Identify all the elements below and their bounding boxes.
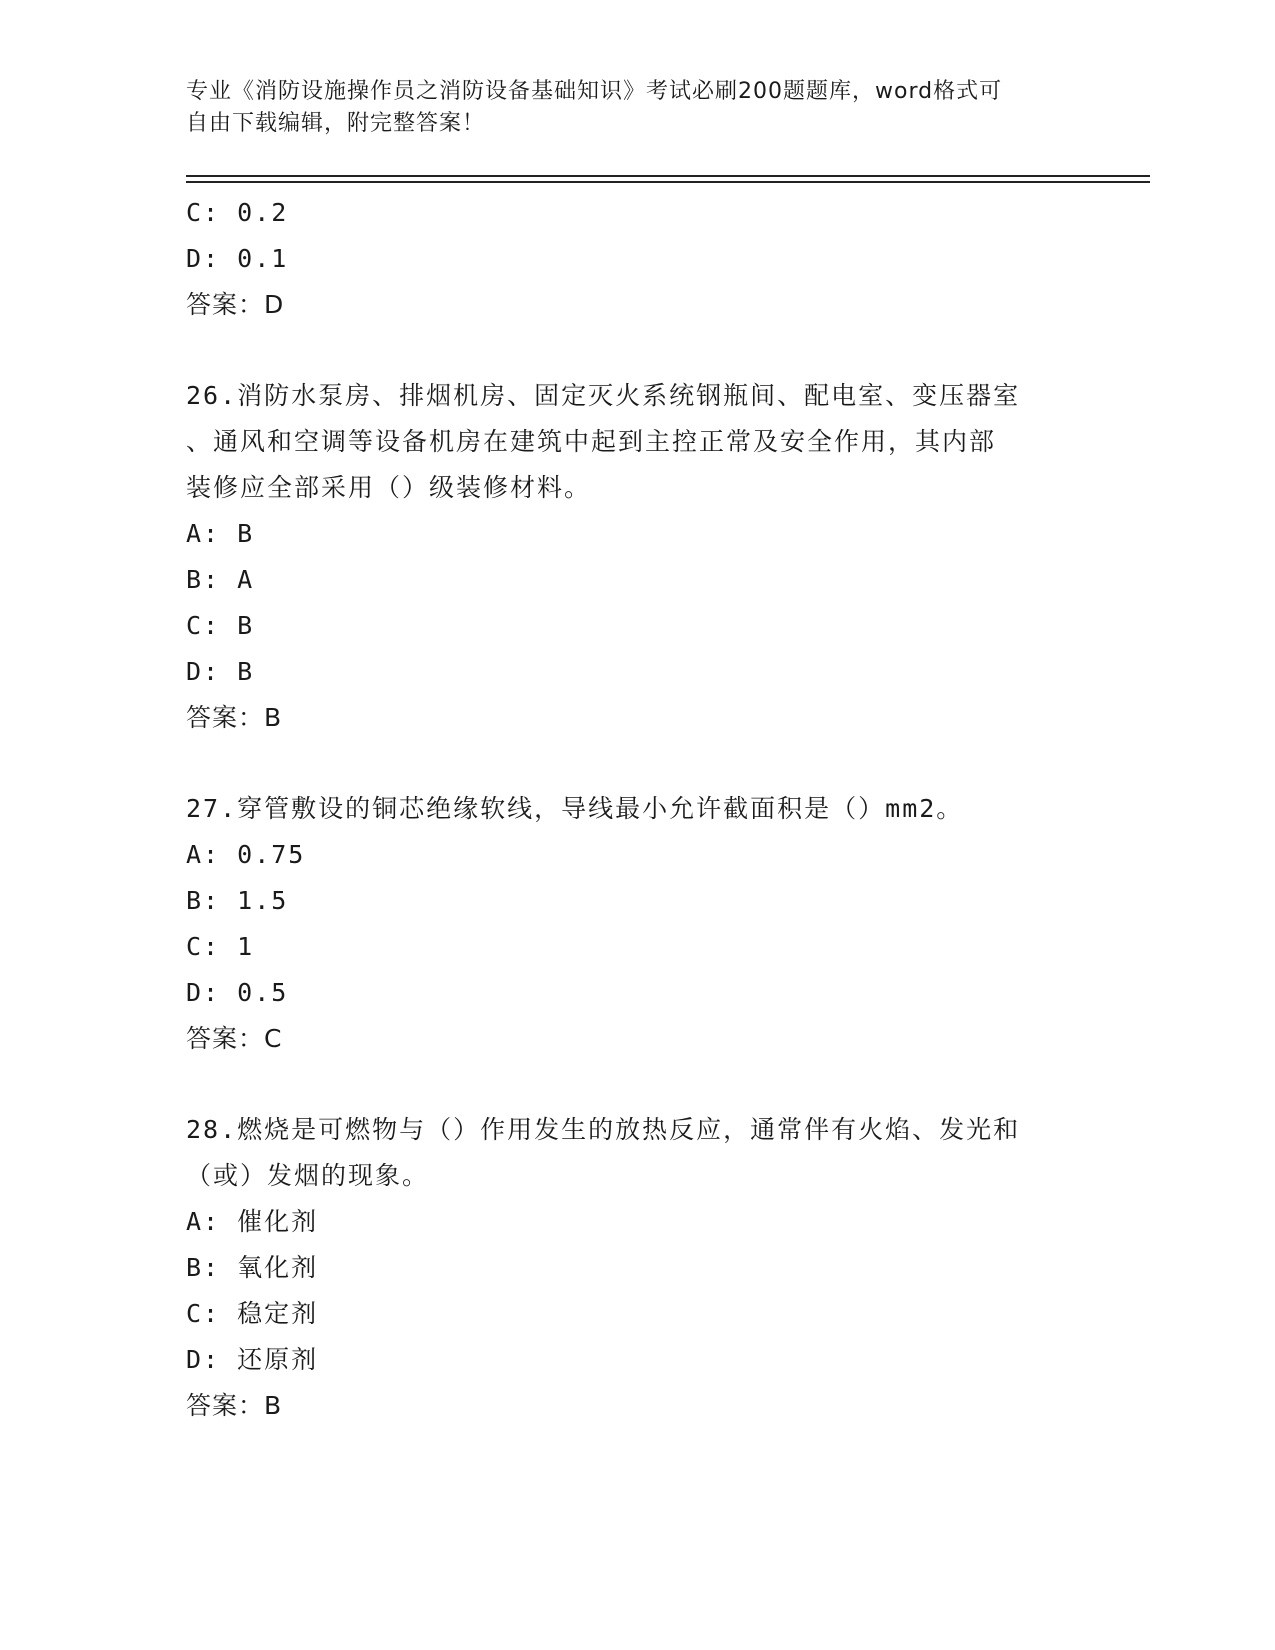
- question-text-line: 26.消防水泵房、排烟机房、固定灭火系统钢瓶间、配电室、变压器室: [186, 381, 1021, 410]
- previous-question: [186, 190, 1086, 328]
- option-b: B: A: [186, 565, 255, 594]
- question-text-line: 、通风和空调等设备机房在建筑中起到主控正常及安全作用，其内部: [186, 427, 997, 456]
- question-text-line: 装修应全部采用（）级装修材料。: [186, 473, 592, 502]
- option-a: A: 0.75: [186, 840, 306, 869]
- spacer: [186, 741, 1086, 786]
- option-a: A: 催化剂: [186, 1207, 319, 1236]
- option-d: D: B: [186, 657, 255, 686]
- option-c: C: 稳定剂: [186, 1299, 319, 1328]
- header-divider-bottom: [186, 181, 1150, 183]
- option-c: C: 1: [186, 932, 255, 961]
- question-text-line: （或）发烟的现象。: [186, 1161, 430, 1190]
- spacer: [186, 1062, 1086, 1107]
- option-a: A: B: [186, 519, 255, 548]
- question-content: [186, 190, 1086, 1429]
- option-d: D: 0.1: [186, 244, 289, 273]
- answer-line: 答案：B: [186, 703, 283, 732]
- question-27: [186, 786, 1086, 1062]
- answer-line: 答案：D: [186, 290, 285, 319]
- question-text-line: 28.燃烧是可燃物与（）作用发生的放热反应，通常伴有火焰、发光和: [186, 1115, 1021, 1144]
- question-text-line: 27.穿管敷设的铜芯绝缘软线，导线最小允许截面积是（）mm2。: [186, 794, 964, 823]
- answer-line: 答案：C: [186, 1024, 283, 1053]
- option-c: C: B: [186, 611, 255, 640]
- option-c: C: 0.2: [186, 198, 289, 227]
- option-b: B: 氧化剂: [186, 1253, 319, 1282]
- question-26: [186, 373, 1086, 741]
- option-d: D: 0.5: [186, 978, 289, 1007]
- option-d: D: 还原剂: [186, 1345, 319, 1374]
- question-28: [186, 1107, 1086, 1429]
- document-header: [186, 76, 1066, 140]
- option-b: B: 1.5: [186, 886, 289, 915]
- header-line-2: 自由下载编辑，附完整答案！: [186, 111, 486, 136]
- spacer: [186, 328, 1086, 373]
- answer-line: 答案：B: [186, 1391, 283, 1420]
- header-line-1: 专业《消防设施操作员之消防设备基础知识》考试必刷200题题库，word格式可: [186, 79, 1003, 104]
- header-divider-top: [186, 175, 1150, 177]
